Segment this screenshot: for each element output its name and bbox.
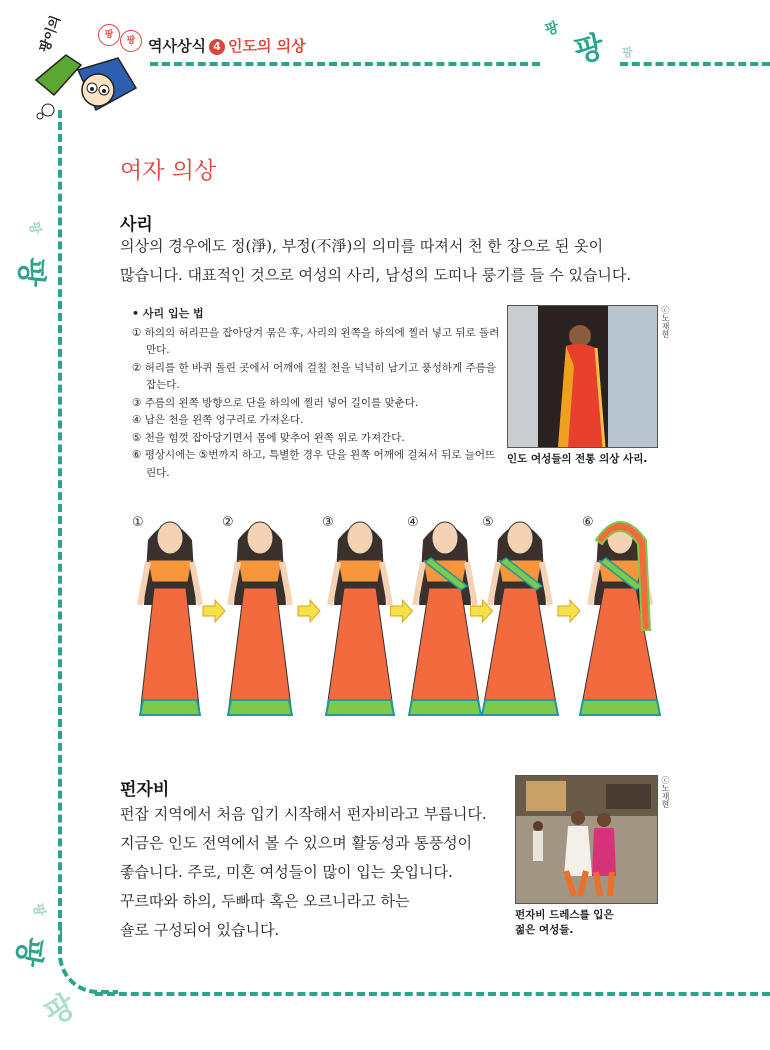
panjabi-paragraph-line: 펀잡 지역에서 처음 입기 시작해서 펀자비라고 부릅니다.: [120, 805, 487, 823]
figure-face: [247, 522, 273, 554]
panjabi-caption-line: 젊은 여성들.: [515, 924, 574, 936]
header-title: [148, 35, 306, 56]
step-number-label: ②: [222, 515, 234, 530]
step-number-label: ⑤: [482, 515, 494, 530]
figure-sari-border: [580, 700, 660, 715]
howto-title: • 사리 입는 법: [132, 307, 204, 320]
step-arrow-icon: [203, 600, 225, 622]
step-arrow-icon: [391, 600, 413, 622]
pang-deco-bottom-left: 팡: [9, 934, 49, 969]
howto-step: ③ 주름의 왼쪽 방향으로 단을 하의에 찔러 넣어 길이를 맞춘다.: [132, 396, 419, 409]
sari-paragraph-line: 많습니다. 대표적인 것으로 여성의 사리, 남성의 도띠나 룽기를 들 수 있습니다.: [120, 266, 632, 284]
bottom-left-curve: [58, 930, 118, 994]
figure-face: [347, 522, 373, 554]
figure-sari: [326, 588, 394, 715]
sari-photo-caption: 인도 여성들의 전통 의상 사리.: [507, 453, 648, 465]
pang-deco-bottom-left-small: 팡: [29, 902, 47, 918]
panjabi-paragraph-line: 꾸르따와 하의, 두빠따 혹은 오르니라고 하는: [120, 892, 410, 910]
bottom-dashed-border: [95, 992, 770, 996]
figure-sari-border: [140, 700, 200, 715]
sari-steps-svg: [120, 510, 665, 725]
pang-badge-1: 팡: [98, 24, 120, 46]
step-number-label: ①: [132, 515, 144, 530]
step-number-label: ⑥: [582, 515, 594, 530]
figure-sari: [140, 588, 200, 715]
chapter-topic: 인도의 의상: [227, 37, 306, 55]
figure-sari-border: [326, 700, 394, 715]
pang-deco-bottom-left-light: 팡: [38, 987, 82, 1033]
pang-deco-top-right-small2: 팡: [622, 46, 633, 59]
figure-blouse: [148, 560, 192, 582]
pang-deco-top-right: 팡: [571, 29, 608, 70]
chapter-number-badge: 4: [209, 39, 225, 55]
panjabi-paragraph-line: 숄로 구성되어 있습니다.: [120, 921, 280, 939]
howto-step: ① 하의의 허리끈을 잡아당겨 묶은 후, 사리의 왼쪽을 하의에 찔러 넣고 뒤로 돌려 만다.: [132, 326, 500, 356]
series-label: 역사상식: [148, 37, 206, 55]
howto-step: ④ 남은 천을 왼쪽 엉구리로 가져온다.: [132, 414, 304, 426]
figure-blouse: [338, 560, 382, 582]
sari-paragraph-line: 의상의 경우에도 정(淨), 부정(不淨)의 의미를 따져서 천 한 장으로 된 옷이: [120, 237, 604, 255]
pang-badge-2: 팡: [120, 30, 142, 52]
sari-heading: 사리: [120, 215, 153, 235]
figure-blouse: [238, 560, 282, 582]
figure-sari-border: [482, 700, 558, 715]
step-arrow-icon: [298, 600, 320, 622]
step-number-label: ④: [407, 515, 419, 530]
figure-face: [157, 522, 183, 554]
panjabi-paragraph: [120, 800, 510, 945]
figure-face: [507, 522, 533, 554]
figure-sari-border: [228, 700, 292, 715]
sari-photo: [507, 305, 658, 448]
figure-sari: [482, 588, 558, 715]
left-dashed-border: [58, 110, 62, 930]
sari-paragraph: [120, 232, 660, 290]
figure-sari: [228, 588, 292, 715]
mascot-label: 팡이의: [37, 13, 65, 55]
howto-step: ⑤ 천을 힘껏 잡아당기면서 몸에 맞추어 왼쪽 위로 가져간다.: [132, 431, 405, 444]
panjabi-paragraph-line: 지금은 인도 전역에서 볼 수 있으며 활동성과 통풍성이: [120, 834, 473, 852]
sari-steps-illustration: [120, 510, 665, 725]
top-dashed-border: [150, 62, 540, 66]
section-title: 여자 의상: [120, 158, 217, 184]
panjabi-heading: 펀자비: [120, 780, 170, 800]
panjabi-caption-line: 펀자비 드레스를 입은: [515, 909, 614, 921]
pang-deco-left: 팡: [12, 255, 50, 288]
panjabi-photo-credit: ⓒ노재현: [661, 776, 670, 808]
panjabi-paragraph-line: 좋습니다. 주로, 미혼 여성들이 많이 입는 옷입니다.: [120, 863, 453, 881]
step-number-label: ③: [322, 515, 334, 530]
howto-step: ⑥ 평상시에는 ⑤번까지 하고, 특별한 경우 단을 왼쪽 어깨에 걸쳐서 뒤로 늘어뜨린다.: [132, 449, 496, 479]
sari-howto-list: [132, 305, 502, 482]
pang-deco-top-right-small: 팡: [543, 19, 561, 39]
top-dashed-border-right: [620, 62, 770, 66]
figure-sari-border: [409, 700, 481, 715]
howto-step: ② 허리를 한 바퀴 돌린 곳에서 어깨에 걸칠 천을 넉넉히 남기고 풍성하게 주름을 잡는다.: [132, 361, 496, 391]
pang-deco-left-small: 팡: [25, 220, 43, 236]
figure-face: [432, 522, 458, 554]
panjabi-photo-caption: [515, 908, 614, 938]
panjabi-photo: [515, 775, 658, 904]
step-arrow-icon: [558, 600, 580, 622]
sari-photo-credit: ⓒ노재현: [661, 306, 670, 338]
